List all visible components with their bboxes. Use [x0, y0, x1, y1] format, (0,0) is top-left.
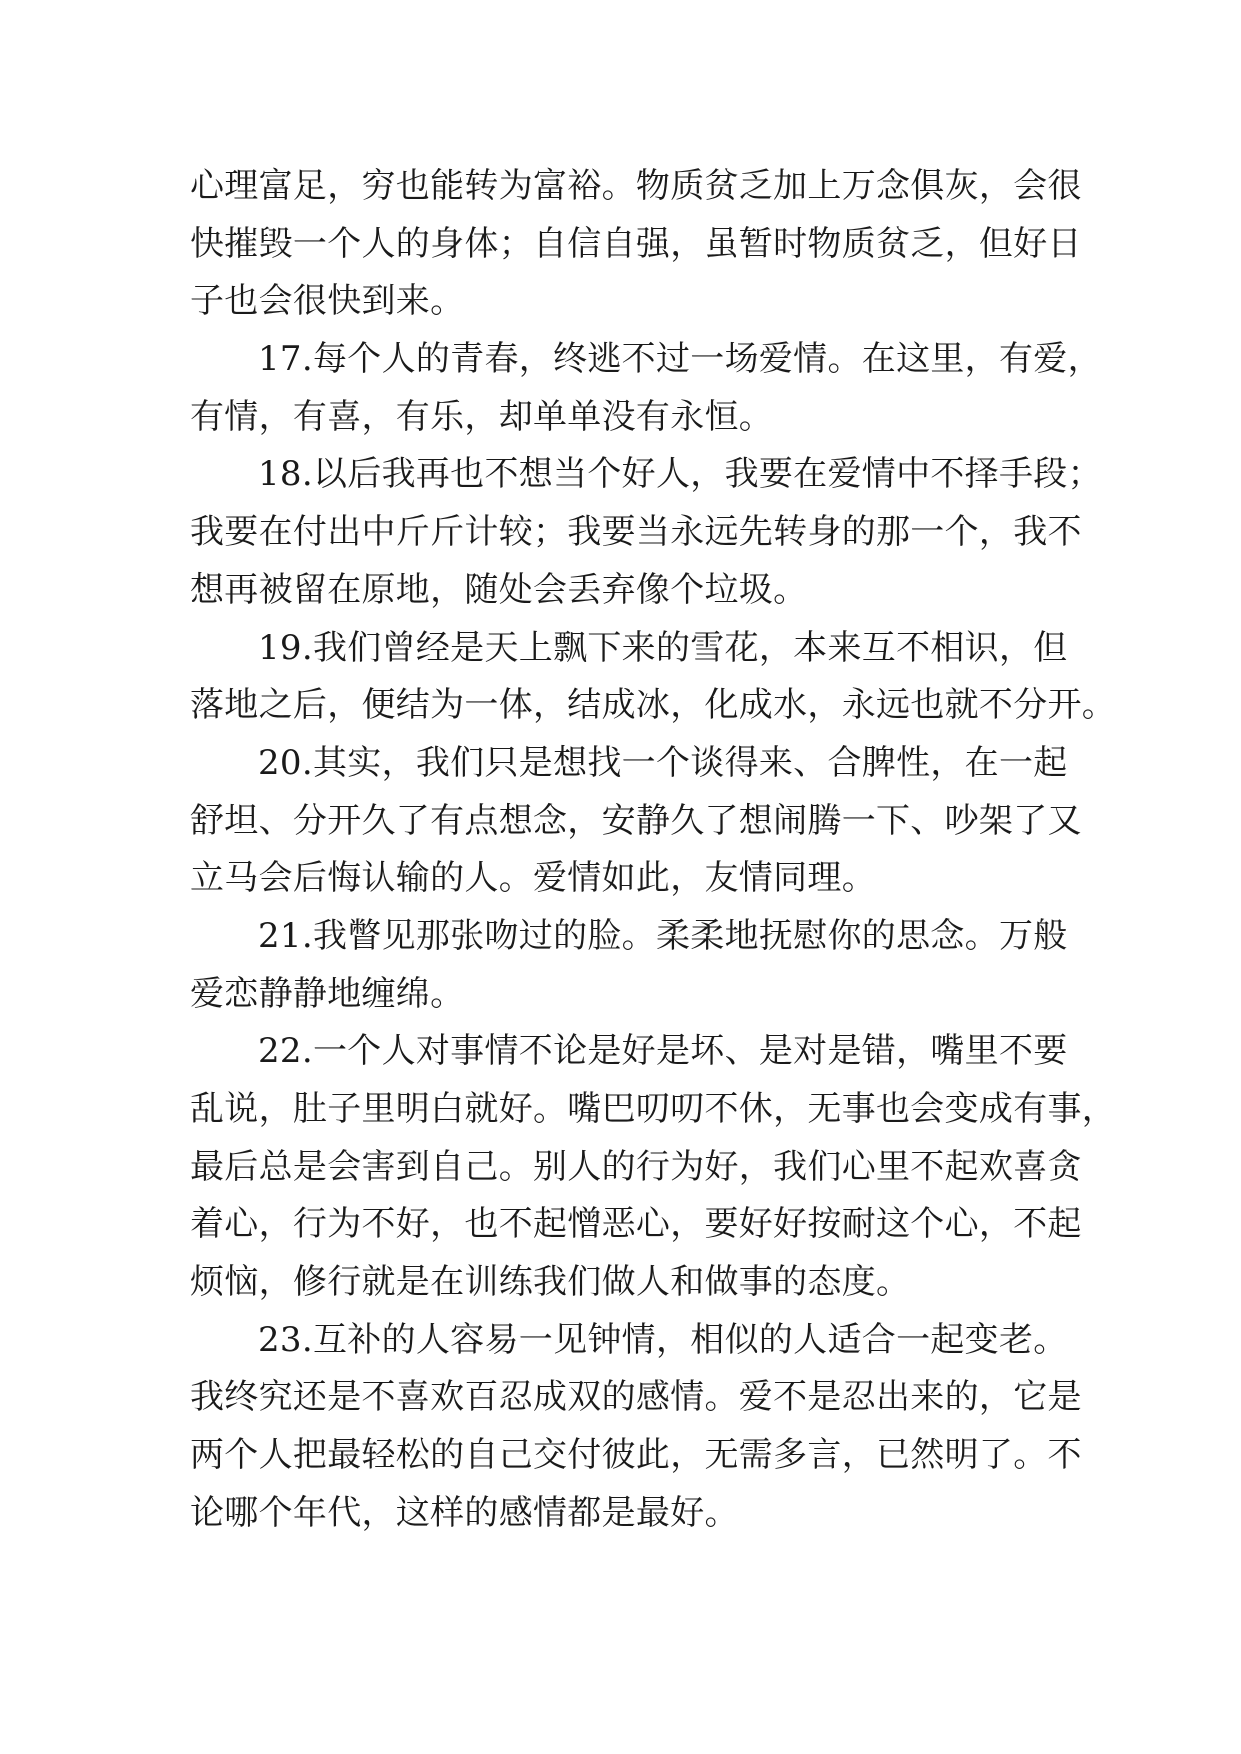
text-line: 想再被留在原地，随处会丢弃像个垃圾。 — [190, 569, 808, 610]
text-line: 立马会后悔认输的人。爱情如此，友情同理。 — [190, 858, 876, 899]
text-line: 快摧毁一个人的身体；自信自强，虽暂时物质贫乏，但好日 — [190, 223, 1082, 264]
text-line: 17.每个人的青春，终逃不过一场爱情。在这里，有爱， — [258, 339, 1102, 380]
text-line: 两个人把最轻松的自己交付彼此，无需多言，已然明了。不 — [190, 1435, 1082, 1476]
text-line: 我要在付出中斤斤计较；我要当永远先转身的那一个，我不 — [190, 512, 1082, 553]
text-line: 有情，有喜，有乐，却单单没有永恒。 — [190, 396, 774, 437]
text-line: 23.互补的人容易一见钟情，相似的人适合一起变老。 — [258, 1319, 1068, 1360]
text-line: 20.其实，我们只是想找一个谈得来、合脾性，在一起 — [258, 742, 1068, 783]
text-line: 最后总是会害到自己。别人的行为好，我们心里不起欢喜贪 — [190, 1146, 1082, 1187]
text-line: 心理富足，穷也能转为富裕。物质贫乏加上万念俱灰，会很 — [190, 166, 1082, 206]
text-line: 乱说，肚子里明白就好。嘴巴叨叨不休，无事也会变成有事， — [190, 1089, 1117, 1129]
text-line: 我终究还是不喜欢百忍成双的感情。爱不是忍出来的，它是 — [190, 1377, 1082, 1418]
text-line: 烦恼，修行就是在训练我们做人和做事的态度。 — [190, 1262, 911, 1303]
text-line: 论哪个年代，这样的感情都是最好。 — [190, 1492, 739, 1533]
document-body — [190, 158, 1117, 1543]
text-line: 爱恋静静地缠绵。 — [190, 973, 465, 1014]
text-line: 着心，行为不好，也不起憎恶心，要好好按耐这个心，不起 — [190, 1204, 1082, 1245]
text-line: 19.我们曾经是天上飘下来的雪花，本来互不相识，但 — [258, 627, 1068, 668]
text-line: 21.我瞥见那张吻过的脸。柔柔地抚慰你的思念。万般 — [258, 915, 1068, 956]
text-line: 落地之后，便结为一体，结成冰，化成水，永远也就不分开。 — [190, 685, 1117, 726]
text-line: 18.以后我再也不想当个好人，我要在爱情中不择手段； — [258, 454, 1102, 495]
text-line: 子也会很快到来。 — [190, 281, 465, 322]
text-line: 22.一个人对事情不论是好是坏、是对是错，嘴里不要 — [258, 1031, 1068, 1072]
text-line: 舒坦、分开久了有点想念，安静久了想闹腾一下、吵架了又 — [190, 800, 1082, 841]
